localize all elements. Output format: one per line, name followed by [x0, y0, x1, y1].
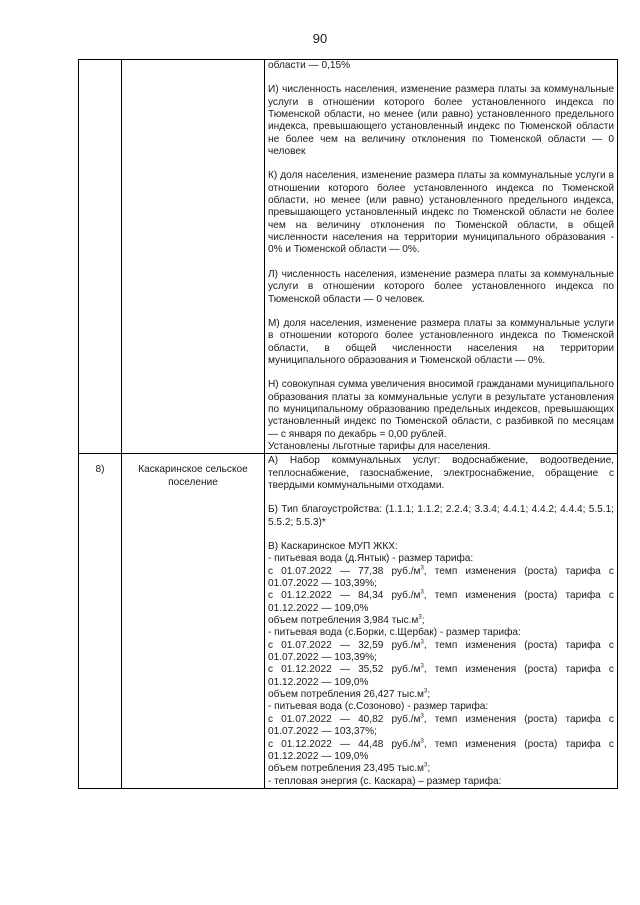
cube-superscript: 3: [420, 664, 424, 671]
cube-superscript: 3: [423, 688, 428, 695]
tariff-line: [268, 566, 614, 591]
improvement-type: Б) Тип благоустройства: (1.1.1; 1.1.2; 2.2.4; 3.3.4; 4.4.1; 4.4.2; 4.4.4; 5.5.1; 5.5.2; 5.5.3)*: [268, 504, 614, 528]
tariff-value: с 01.12.2022 — 44,48 руб./м: [268, 738, 421, 750]
tariff-growth: , темп изменения (роста) тарифа с 01.12.2022 — 109,0%: [268, 738, 614, 762]
page-number: 90: [312, 31, 328, 46]
paragraph-preferential-tariffs: Установлены льготные тарифы для населения.: [268, 440, 491, 452]
municipality-cell: Каскаринское сельское поселение: [122, 454, 265, 789]
volume-text: объем потребления 3,984 тыс.м: [268, 615, 419, 627]
tariff-line: [268, 664, 614, 689]
cube-superscript: 3: [418, 614, 422, 621]
indicators-cell: [265, 60, 618, 454]
cube-superscript: 3: [420, 590, 424, 597]
row-number-cell: 8): [79, 454, 122, 789]
volume-text: объем потребления 26,427 тыс.м: [268, 689, 424, 701]
tariff-growth: , темп изменения (роста) тарифа с 01.12.2022 — 109,0%: [268, 590, 614, 614]
organization-heading: В) Каскаринское МУП ЖКХ:: [268, 541, 398, 552]
tariff-growth: , темп изменения (роста) тарифа с 01.07.2022 — 103,39%;: [268, 639, 614, 664]
consumption-volume: [268, 689, 614, 701]
paragraph-i: И) численность населения, изменение размера платы за коммунальные услуги в отношении которого более установленного индекса по Тюменской области, но менее (или равно) установленного предельного индекса, превышающего установленный индекс по Тюменской области не более чем на величину отклонения по Тюменской области — 0 человек: [268, 84, 614, 158]
semicolon: ;: [427, 763, 431, 775]
tariff-value: с 01.12.2022 — 35,52 руб./м: [268, 664, 421, 676]
water-yantyk: - питьевая вода (д.Янтык) - размер тарифа:: [268, 553, 474, 565]
paragraph-k: К) доля населения, изменение размера платы за коммунальные услуги в отношении которого более установленного индекса по Тюменской области, но менее (или равно) установленного предельного индекса, превышающего установленный индекс по Тюменской области не более чем на величину отклонения по Тюменской области, в общей численности населения на территории муниципального образования - 0% и Тюменской области — 0%.: [268, 170, 614, 256]
tariff-line: [268, 739, 614, 764]
document-table: [78, 59, 618, 789]
semicolon: ;: [427, 689, 431, 701]
table-row: [79, 454, 618, 789]
cube-superscript: 3: [420, 713, 424, 720]
tariffs-cell: [265, 454, 618, 789]
water-borki: - питьевая вода (с.Борки, с.Щербак) - размер тарифа:: [268, 627, 521, 639]
cube-superscript: 3: [420, 565, 424, 572]
semicolon: ;: [421, 615, 425, 627]
tariff-growth: , темп изменения (роста) тарифа с 01.07.2022 — 103,39%;: [268, 565, 614, 590]
municipality-cell: [122, 60, 265, 454]
tariff-value: с 01.07.2022 — 40,82 руб./м: [268, 713, 421, 725]
paragraph: области — 0,15%: [268, 60, 351, 71]
cube-superscript: 3: [420, 738, 424, 745]
tariff-line: [268, 640, 614, 665]
heat-kaskara: - тепловая энергия (с. Каскара) – размер тарифа:: [268, 775, 502, 787]
tariff-growth: , темп изменения (роста) тарифа с 01.07.2022 — 103,37%;: [268, 713, 614, 738]
cube-superscript: 3: [423, 762, 428, 769]
consumption-volume: [268, 763, 614, 775]
tariff-growth: , темп изменения (роста) тарифа с 01.12.2022 — 109,0%: [268, 664, 614, 688]
tariff-line: [268, 590, 614, 615]
table-row: [79, 60, 618, 454]
paragraph-m: М) доля населения, изменение размера платы за коммунальные услуги в отношении которого более установленного индекса по Тюменской области, в общей численности населения на территории муниципального образования и Тюменской области — 0%.: [268, 317, 614, 366]
consumption-volume: [268, 615, 614, 627]
tariff-value: с 01.07.2022 — 77,38 руб./м: [268, 565, 421, 577]
paragraph-n: Н) совокупная сумма увеличения вносимой гражданами муниципального образования платы за коммунальные услуги в результате установления по муниципальному образованию предельных индексов, превышающих установленный индекс по Тюменской области, с разбивкой по месяцам — с января по декабрь = 0,00 рублей.: [268, 379, 614, 440]
tariff-value: с 01.12.2022 — 84,34 руб./м: [268, 590, 421, 602]
cube-superscript: 3: [420, 639, 424, 646]
tariff-value: с 01.07.2022 — 32,59 руб./м: [268, 639, 421, 651]
row-number-cell: [79, 60, 122, 454]
paragraph-l: Л) численность населения, изменение размера платы за коммунальные услуги в отношении которого более установленного индекса по Тюменской области — 0 человек.: [268, 268, 614, 305]
volume-text: объем потребления 23,495 тыс.м: [268, 763, 424, 775]
water-sozonovo: - питьевая вода (с.Созоново) - размер тарифа:: [268, 701, 489, 713]
tariff-line: [268, 714, 614, 739]
services-set: А) Набор коммунальных услуг: водоснабжение, водоотведение, теплоснабжение, газоснабжение, электроснабжение, обращение с твердыми коммунальными отходами.: [268, 455, 614, 491]
